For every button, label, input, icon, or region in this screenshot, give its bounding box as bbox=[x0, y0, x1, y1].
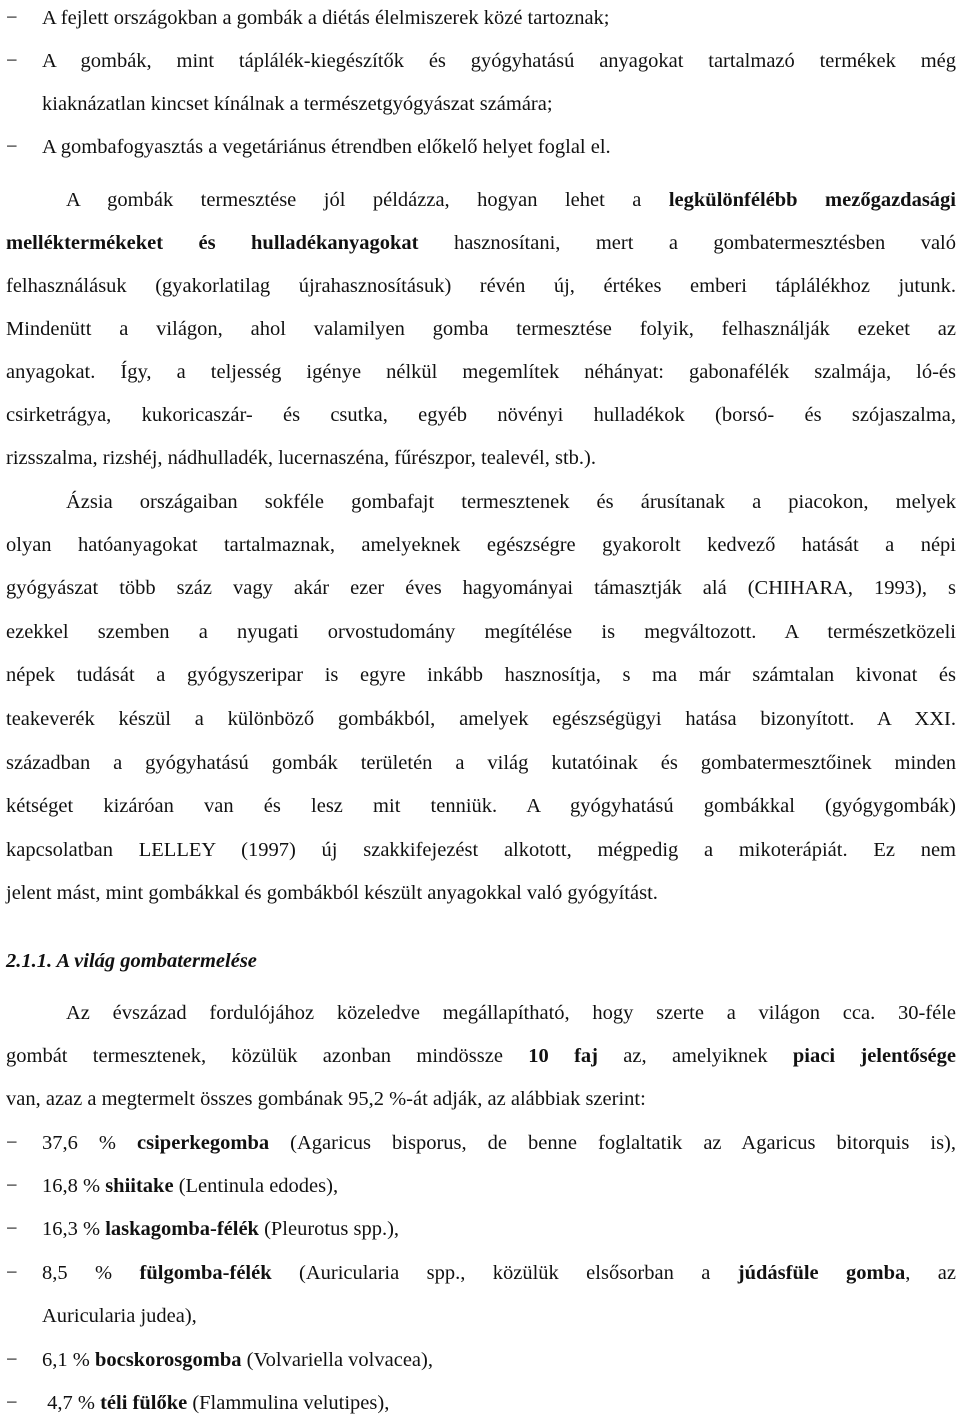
paragraph-line: gombát termesztenek, közülük azonban mindössze 10 faj az, amelyiknek piaci jelentősége bbox=[6, 1045, 956, 1067]
paragraph-line: kapcsolatban LELLEY (1997) új szakkifejezést alkotott, mégpedig a mikoterápiát. Ez nem bbox=[6, 839, 956, 861]
bullet-line: Auricularia judea), bbox=[42, 1305, 197, 1327]
bullet-line: 37,6 % csiperkegomba (Agaricus bisporus, de benne foglaltatik az Agaricus bitorquis is), bbox=[42, 1132, 957, 1154]
paragraph-line: Az évszázad fordulójához közeledve megállapítható, hogy szerte a világon cca. 30-féle bbox=[66, 1002, 956, 1024]
paragraph-line: teakeverék készül a különböző gombákból, amelyek egészségügyi hatása bizonyított. A XXI. bbox=[6, 708, 956, 730]
list-dash: − bbox=[6, 1132, 18, 1154]
bullet-line: 4,7 % téli fülőke (Flammulina velutipes), bbox=[42, 1392, 390, 1414]
paragraph-line: gyógyászat több száz vagy akár ezer éves hagyományai támasztják alá (CHIHARA, 1993), s bbox=[6, 577, 956, 599]
list-dash: − bbox=[6, 50, 18, 72]
list-dash: − bbox=[6, 1349, 18, 1371]
paragraph-line: melléktermékeket és hulladékanyagokat hasznosítani, mert a gombatermesztésben való bbox=[6, 232, 956, 254]
paragraph-line: csirketrágya, kukoricaszár- és csutka, egyéb növényi hulladékok (borsó- és szójaszalma, bbox=[6, 404, 956, 426]
paragraph-line: olyan hatóanyagokat tartalmaznak, amelyeknek egészségre gyakorolt kedvező hatását a népi bbox=[6, 534, 956, 556]
paragraph-line: népek tudását a gyógyszeripar is egyre inkább hasznosítja, s ma már számtalan kivonat és bbox=[6, 664, 956, 686]
bullet-line: 8,5 % fülgomba-félék (Auricularia spp., közülük elsősorban a júdásfüle gomba, az bbox=[42, 1262, 957, 1284]
paragraph-line: ezekkel szemben a nyugati orvostudomány megítélése is megváltozott. A természetközeli bbox=[6, 621, 956, 643]
list-dash: − bbox=[6, 1218, 18, 1240]
list-dash: − bbox=[6, 1262, 18, 1284]
paragraph-line: A gombák termesztése jól példázza, hogyan lehet a legkülönfélébb mezőgazdasági bbox=[66, 189, 956, 211]
bullet-line: 6,1 % bocskorosgomba (Volvariella volvacea), bbox=[42, 1349, 433, 1371]
list-dash: − bbox=[6, 1392, 18, 1414]
paragraph-line: anyagokat. Így, a teljesség igénye nélkül megemlítek néhányat: gabonafélék szalmája, ló-és bbox=[6, 361, 956, 383]
bullet-line: 16,3 % laskagomba-félék (Pleurotus spp.), bbox=[42, 1218, 400, 1240]
bullet-line: 16,8 % shiitake (Lentinula edodes), bbox=[42, 1175, 339, 1197]
list-dash: − bbox=[6, 7, 18, 29]
list-dash: − bbox=[6, 136, 18, 158]
bullet-line: A gombák, mint táplálék-kiegészítők és gyógyhatású anyagokat tartalmazó termékek még bbox=[42, 50, 956, 72]
paragraph-line: rizsszalma, rizshéj, nádhulladék, lucernaszéna, fűrészpor, tealevél, stb.). bbox=[6, 447, 597, 469]
paragraph-line: jelent mást, mint gombákkal és gombákból készült anyagokkal való gyógyítást. bbox=[6, 882, 658, 904]
paragraph-line: van, azaz a megtermelt összes gombának 95,2 %-át adják, az alábbiak szerint: bbox=[6, 1088, 646, 1110]
paragraph-line: kétséget kizáróan van és lesz mit tenniük. A gyógyhatású gombákkal (gyógygombák) bbox=[6, 795, 956, 817]
bullet-line: A fejlett országokban a gombák a diétás élelmiszerek közé tartoznak; bbox=[42, 7, 610, 29]
paragraph-line: felhasználásuk (gyakorlatilag újrahasznosításuk) révén új, értékes emberi táplálékhoz jutunk. bbox=[6, 275, 956, 297]
list-dash: − bbox=[6, 1175, 18, 1197]
bullet-line: A gombafogyasztás a vegetáriánus étrendben előkelő helyet foglal el. bbox=[42, 136, 611, 158]
paragraph-line: században a gyógyhatású gombák területén a világ kutatóinak és gombatermesztőinek minden bbox=[6, 752, 956, 774]
bullet-line: kiaknázatlan kincset kínálnak a természetgyógyászat számára; bbox=[42, 93, 553, 115]
paragraph-line: Ázsia országaiban sokféle gombafajt termesztenek és árusítanak a piacokon, melyek bbox=[66, 491, 956, 513]
paragraph-line: Mindenütt a világon, ahol valamilyen gomba termesztése folyik, felhasználják ezeket az bbox=[6, 318, 956, 340]
section-heading: 2.1.1. A világ gombatermelése bbox=[6, 950, 257, 972]
